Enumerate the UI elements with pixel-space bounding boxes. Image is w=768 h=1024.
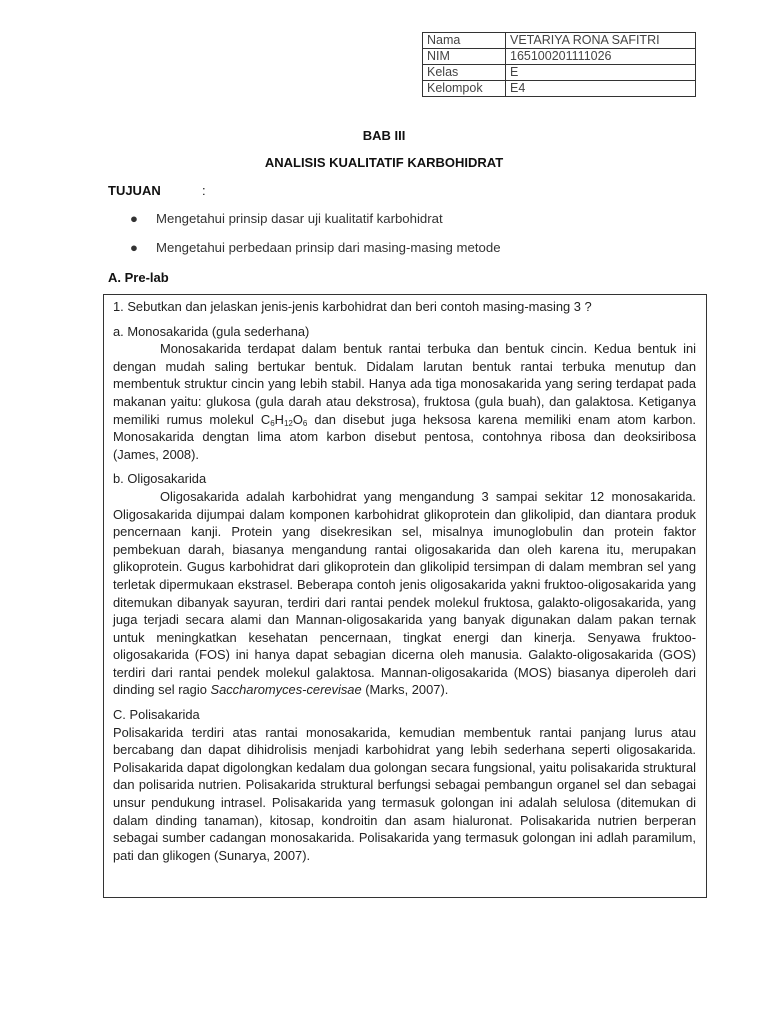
info-label: Kelas bbox=[423, 65, 506, 81]
info-row-nim bbox=[423, 49, 696, 65]
bullet-icon: ● bbox=[130, 240, 138, 255]
mono-paragraph: Monosakarida terdapat dalam bentuk rantai terbuka dan bentuk cincin. Kedua bentuk ini dengan mudah saling bertukar bentuk. Didalam larutan bentuk rantai terbuka menutup dan membentuk struktur cincin yang lebih stabil. Hanya ada tiga monosakarida yang sering terdapat pada makanan yaitu: glukosa (gula darah atau dekstrosa), fruktosa (gula buah), dan galaktosa. Ketiganya memiliki rumus molekul $C_6H_{12}O_6$ dan disebut juga heksosa karena memiliki enam atom karbon. Monosakarida dengtan lima atom karbon disebut pentosa, contohnya ribosa dan deoksiribosa (James, 2008). bbox=[113, 341, 696, 462]
oligo-heading: b. Oligosakarida bbox=[113, 471, 207, 487]
objective-text: Mengetahui perbedaan prinsip dari masing-masing metode bbox=[156, 240, 501, 255]
info-value: E bbox=[506, 65, 696, 81]
info-row-kelompok bbox=[423, 81, 696, 97]
objective-heading bbox=[108, 183, 206, 198]
info-row-kelas bbox=[423, 65, 696, 81]
objective-text: Mengetahui prinsip dasar uji kualitatif karbohidrat bbox=[156, 211, 443, 226]
info-value: 165100201111026 bbox=[506, 49, 696, 65]
answer-box bbox=[103, 294, 707, 898]
objective-colon: : bbox=[202, 183, 206, 198]
student-info-table bbox=[422, 32, 696, 97]
info-value: VETARIYA RONA SAFITRI bbox=[506, 33, 696, 49]
question-text: 1. Sebutkan dan jelaskan jenis-jenis karbohidrat dan beri contoh masing-masing 3 ? bbox=[113, 299, 592, 314]
info-value: E4 bbox=[506, 81, 696, 97]
oligo-paragraph: Oligosakarida adalah karbohidrat yang mengandung 3 sampai sekitar 12 monosakarida. Oligosakarida dijumpai dalam komponen karbohidrat glikoprotein dan glikolipid, dan diantara produk pencernaan kanji. Protein yang disekresikan sel, misalnya imunoglobulin dan protein faktor pembekuan darah, biasanya mengandung rantai oligosakarida dan oleh karena itu, merupakan glikoprotein. Gugus karbohidrat dari glikoprotein dan glikolipid tersimpan di dalam membran sel yang terletak dipermukaan ekstrasel. Beberapa contoh jenis oligosakarida yakni fruktoo-oligosakarida yang ditemukan dibanyak sayuran, terdiri dari rantai pendek molekul fruktosa, galakto-oligosakarida, yang juga terjadi secara alami dan Mannan-oligosakarida yang banyak digunakan dalam pakan ternak untuk meningkatkan kesehatan pencernaan, tingkat energi dan kinerja. Senyawa fruktoo-oligosakarida (FOS) ini hanya dapat sebagian dicerna oleh manusia. Galakto-oligosakarida (GOS) terdiri dari rantai pendek molekul galaktosa. Mannan-oligosakarida (MOS) biasanya diperoleh dari dinding sel ragio Saccharomyces-cerevisae (Marks, 2007). bbox=[113, 488, 696, 698]
bullet-icon: ● bbox=[130, 211, 138, 226]
chapter-title: ANALISIS KUALITATIF KARBOHIDRAT bbox=[264, 155, 504, 170]
mono-heading: a. Monosakarida (gula sederhana) bbox=[113, 323, 310, 339]
poli-paragraph: Polisakarida terdiri atas rantai monosakarida, kemudian membentuk rantai panjang lurus atau bercabang dan dapat dihidrolisis menjadi karbohidrat yang lebih sederhana seperti oligosakarida. Polisakarida dapat digolongkan kedalam dua golongan secara fungsional, yaitu polisakarida struktural dan polisarida nutrien. Polisakarida struktural berfungsi sebagai pembangun organel sel dan sebagai unsur pendukung intrasel. Polisakarida yang termasuk golongan ini adalah selulosa (ditemukan di dalam dinding tanaman), kitosap, kondroitin dan asam hialuronat. Polisakarida nutrien berperan sebagai sumber cadangan monosakarida. Polisakarida yang termasuk golongan ini adlah paramilum, pati dan glikogen (Sunarya, 2007). bbox=[113, 724, 696, 863]
prelab-title: A. Pre-lab bbox=[108, 270, 169, 285]
info-row-nama bbox=[423, 33, 696, 49]
info-label: NIM bbox=[423, 49, 506, 65]
chapter-label: BAB III bbox=[362, 128, 406, 143]
poli-heading: C. Polisakarida bbox=[113, 707, 200, 723]
info-label: Kelompok bbox=[423, 81, 506, 97]
objective-label: TUJUAN bbox=[108, 183, 161, 198]
info-label: Nama bbox=[423, 33, 506, 49]
